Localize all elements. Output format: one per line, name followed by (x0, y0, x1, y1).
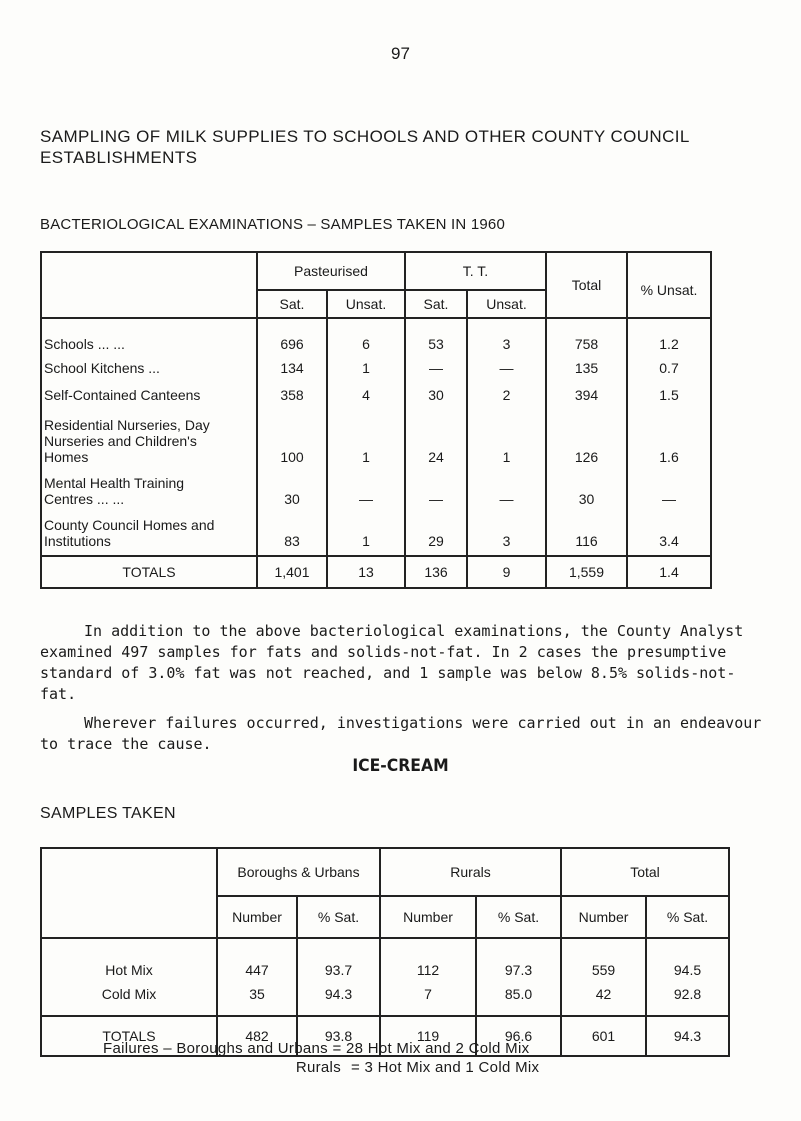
total-b-num: 482 (217, 1016, 297, 1056)
failures-line1: = 28 Hot Mix and 2 Cold Mix (332, 1040, 530, 1057)
cell-tt-sat: 53 (405, 318, 467, 352)
header-b-pct: % Sat. (297, 896, 380, 938)
header-t-pct: % Sat. (646, 896, 729, 938)
table-row (41, 507, 711, 556)
ice-cream-table (40, 847, 730, 1057)
header-tt-unsat: Unsat. (467, 290, 546, 318)
failures-rurals-label: Rurals (295, 1059, 341, 1076)
header-tt: T. T. (405, 252, 546, 290)
table-row (41, 352, 711, 376)
total-r-pct: 96.6 (476, 1016, 561, 1056)
section-subtitle: BACTERIOLOGICAL EXAMINATIONS – SAMPLES TAKEN IN 1960 (40, 216, 505, 233)
total-t-pct: 94.3 (646, 1016, 729, 1056)
cell-b-pct: 93.7 (297, 938, 380, 978)
header-blank-cell (41, 252, 257, 318)
header-rurals: Rurals (380, 848, 561, 896)
header-pct-unsat: % Unsat. (627, 252, 711, 318)
row-label: School Kitchens ... (41, 352, 257, 376)
header-tt-sat: Sat. (405, 290, 467, 318)
total-total: 1,559 (546, 556, 627, 588)
milk-samples-table (40, 251, 712, 589)
cell-t-num: 559 (561, 938, 646, 978)
cell-b-pct: 94.3 (297, 978, 380, 1016)
header-r-number: Number (380, 896, 476, 938)
failures-lead: Failures – Boroughs and Urbans (103, 1040, 328, 1057)
cell-past-sat: 358 (257, 376, 327, 403)
cell-b-num: 35 (217, 978, 297, 1016)
total-tt-unsat: 9 (467, 556, 546, 588)
header-past-sat: Sat. (257, 290, 327, 318)
header-total: Total (546, 252, 627, 318)
samples-taken-heading: SAMPLES TAKEN (40, 805, 176, 822)
cell-tt-unsat: — (467, 352, 546, 376)
cell-b-num: 447 (217, 938, 297, 978)
cell-r-num: 112 (380, 938, 476, 978)
cell-tt-unsat: — (467, 465, 546, 507)
failures-line2: = 3 Hot Mix and 1 Cold Mix (351, 1059, 540, 1076)
cell-pct: 3.4 (627, 507, 711, 556)
cell-tt-sat: 29 (405, 507, 467, 556)
cell-past-unsat: 4 (327, 376, 405, 403)
cell-tt-unsat: 1 (467, 403, 546, 465)
cell-t-pct: 92.8 (646, 978, 729, 1016)
totals-row (41, 556, 711, 588)
ice-cream-heading: ICE-CREAM (352, 756, 449, 776)
cell-total: 126 (546, 403, 627, 465)
cell-past-unsat: 1 (327, 507, 405, 556)
totals-label: TOTALS (41, 1016, 217, 1056)
cell-pct: 1.2 (627, 318, 711, 352)
cell-past-sat: 696 (257, 318, 327, 352)
cell-past-sat: 100 (257, 403, 327, 465)
cell-pct: 1.5 (627, 376, 711, 403)
cell-tt-sat: 30 (405, 376, 467, 403)
row-label: Mental Health Training Centres ... ... (41, 465, 257, 507)
table-row (41, 403, 711, 465)
total-past-unsat: 13 (327, 556, 405, 588)
table-row (41, 318, 711, 352)
cell-past-sat: 30 (257, 465, 327, 507)
cell-t-num: 42 (561, 978, 646, 1016)
row-label: Self-Contained Canteens (41, 376, 257, 403)
cell-total: 116 (546, 507, 627, 556)
cell-pct: 1.6 (627, 403, 711, 465)
cell-past-unsat: 1 (327, 403, 405, 465)
row-label: Schools ... ... (41, 318, 257, 352)
header-past-unsat: Unsat. (327, 290, 405, 318)
cell-past-sat: 83 (257, 507, 327, 556)
cell-pct: — (627, 465, 711, 507)
total-past-sat: 1,401 (257, 556, 327, 588)
cell-tt-unsat: 2 (467, 376, 546, 403)
cell-total: 758 (546, 318, 627, 352)
total-r-num: 119 (380, 1016, 476, 1056)
header-t-number: Number (561, 896, 646, 938)
total-b-pct: 93.8 (297, 1016, 380, 1056)
page-title: SAMPLING OF MILK SUPPLIES TO SCHOOLS AND OTHER COUNTY COUNCIL ESTABLISHMENTS (40, 127, 690, 167)
totals-label: TOTALS (41, 556, 257, 588)
cell-past-unsat: 6 (327, 318, 405, 352)
cell-r-pct: 85.0 (476, 978, 561, 1016)
failures-note (103, 1039, 539, 1077)
total-pct: 1.4 (627, 556, 711, 588)
cell-tt-unsat: 3 (467, 318, 546, 352)
cell-total: 135 (546, 352, 627, 376)
header-b-number: Number (217, 896, 297, 938)
cell-tt-unsat: 3 (467, 507, 546, 556)
cell-r-num: 7 (380, 978, 476, 1016)
cell-tt-sat: — (405, 465, 467, 507)
header-total: Total (561, 848, 729, 896)
cell-tt-sat: — (405, 352, 467, 376)
total-tt-sat: 136 (405, 556, 467, 588)
cell-pct: 0.7 (627, 352, 711, 376)
table-row (41, 978, 729, 1016)
cell-total: 394 (546, 376, 627, 403)
cell-r-pct: 97.3 (476, 938, 561, 978)
row-label: County Council Homes and Institutions (41, 507, 257, 556)
cell-t-pct: 94.5 (646, 938, 729, 978)
header-r-pct: % Sat. (476, 896, 561, 938)
table-row (41, 465, 711, 507)
cell-tt-sat: 24 (405, 403, 467, 465)
table-row (41, 376, 711, 403)
header-blank-cell (41, 848, 217, 938)
cell-past-unsat: 1 (327, 352, 405, 376)
cell-total: 30 (546, 465, 627, 507)
page-number: 97 (391, 44, 410, 63)
row-label: Cold Mix (41, 978, 217, 1016)
paragraph-analyst: In addition to the above bacteriological examinations, the County Analyst examined 497 samples for fats and solids-not-fat. In 2 cases the presumptive standard of 3.0% fat was not reached, and 1 sample was below 8.5% solids-not-fat. (40, 622, 744, 703)
row-label: Residential Nurseries, Day Nurseries and Children's Homes (41, 403, 257, 465)
table-row (41, 938, 729, 978)
cell-past-sat: 134 (257, 352, 327, 376)
paragraph-failures: Wherever failures occurred, investigations were carried out in an endeavour to trace the cause. (40, 714, 762, 753)
total-t-num: 601 (561, 1016, 646, 1056)
row-label: Hot Mix (41, 938, 217, 978)
header-boroughs: Boroughs & Urbans (217, 848, 380, 896)
header-pasteurised: Pasteurised (257, 252, 405, 290)
cell-past-unsat: — (327, 465, 405, 507)
